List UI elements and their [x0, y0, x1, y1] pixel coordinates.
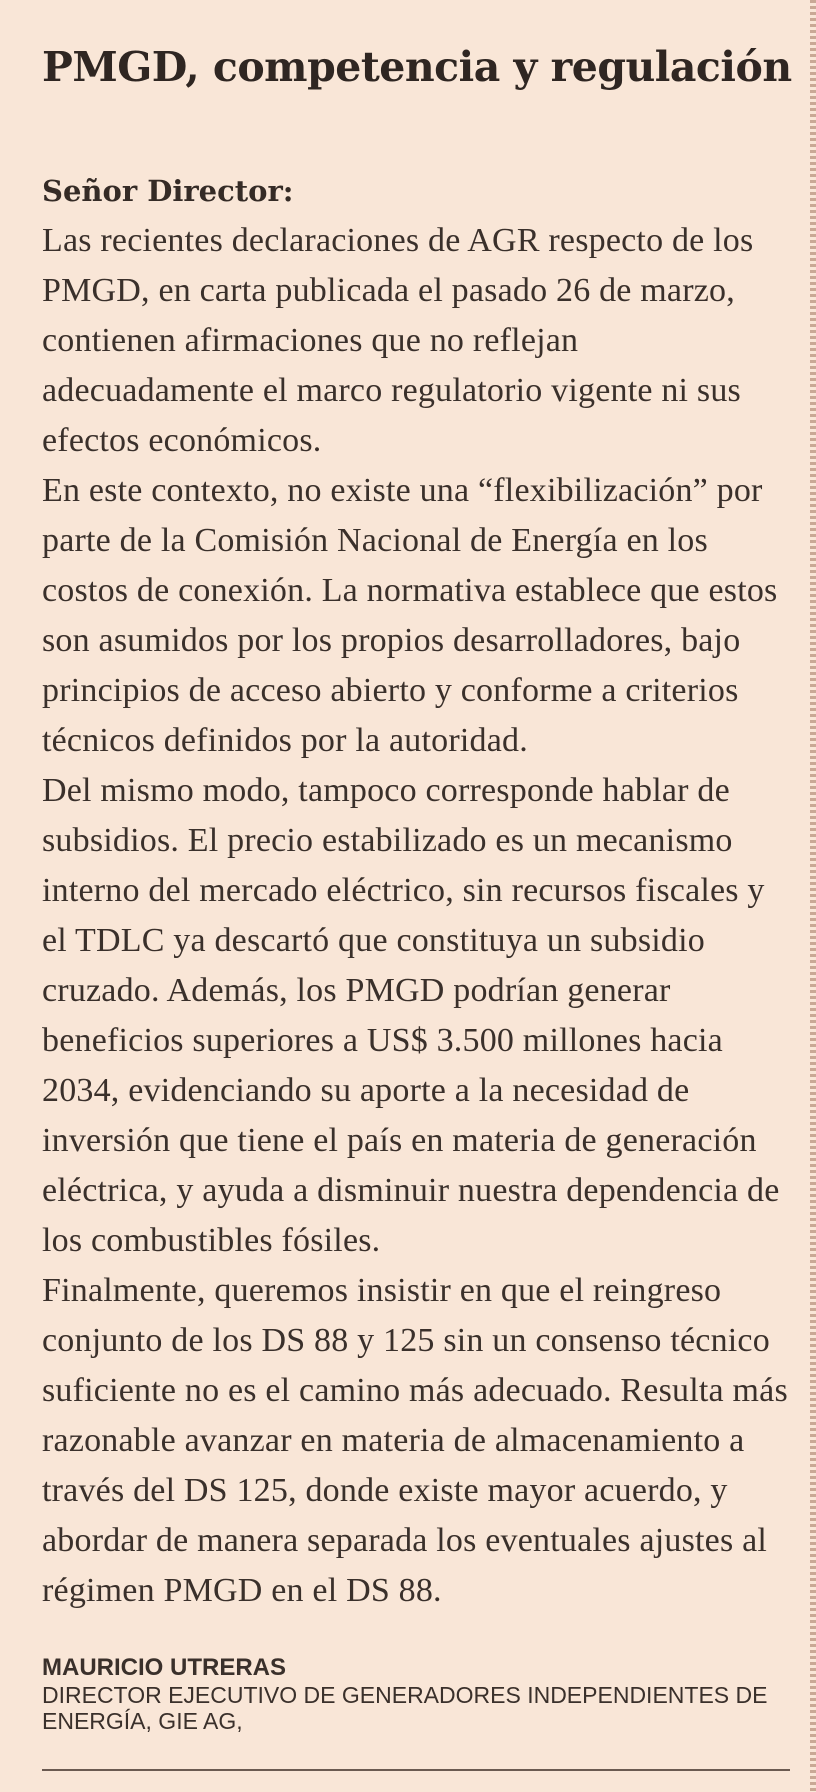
bottom-divider: [42, 1769, 790, 1771]
salutation: Señor Director:: [42, 174, 294, 208]
column-divider: [810, 0, 816, 1792]
author-title: DIRECTOR EJECUTIVO DE GENERADORES INDEPENDIENTES DE ENERGÍA, GIE AG,: [42, 1682, 768, 1734]
paragraph-1: Las recientes declaraciones de AGR respecto de los PMGD, en carta publicada el pasado 26 de marzo, contienen afirmaciones que no reflejan adecuadamente el marco regulatorio vigente ni sus efectos económicos.: [42, 222, 754, 459]
letter-article: [42, 30, 792, 1616]
author-name: MAURICIO UTRERAS: [42, 1654, 286, 1681]
paragraph-4: Finalmente, queremos insistir en que el reingreso conjunto de los DS 88 y 125 sin un consenso técnico suficiente no es el camino más adecuado. Resulta más razonable avanzar en materia de almacenamiento a través del DS 125, donde existe mayor acuerdo, y abordar de manera separada los eventuales ajustes al régimen PMGD en el DS 88.: [42, 1272, 788, 1609]
signature-block: [42, 1654, 802, 1734]
headline: PMGD, competencia y regulación: [42, 43, 792, 91]
paragraph-2: En este contexto, no existe una “flexibilización” por parte de la Comisión Nacional de Energía en los costos de conexión. La normativa establece que estos son asumidos por los propios desarrolladores, bajo principios de acceso abierto y conforme a criterios técnicos definidos por la autoridad.: [42, 472, 778, 759]
paragraph-3: Del mismo modo, tampoco corresponde hablar de subsidios. El precio estabilizado es un mecanismo interno del mercado eléctrico, sin recursos fiscales y el TDLC ya descartó que constituya un subsidio cruzado. Además, los PMGD podrían generar beneficios superiores a US$ 3.500 millones hacia 2034, evidenciando su aporte a la necesidad de inversión que tiene el país en materia de generación eléctrica, y ayuda a disminuir nuestra dependencia de los combustibles fósiles.: [42, 772, 780, 1259]
